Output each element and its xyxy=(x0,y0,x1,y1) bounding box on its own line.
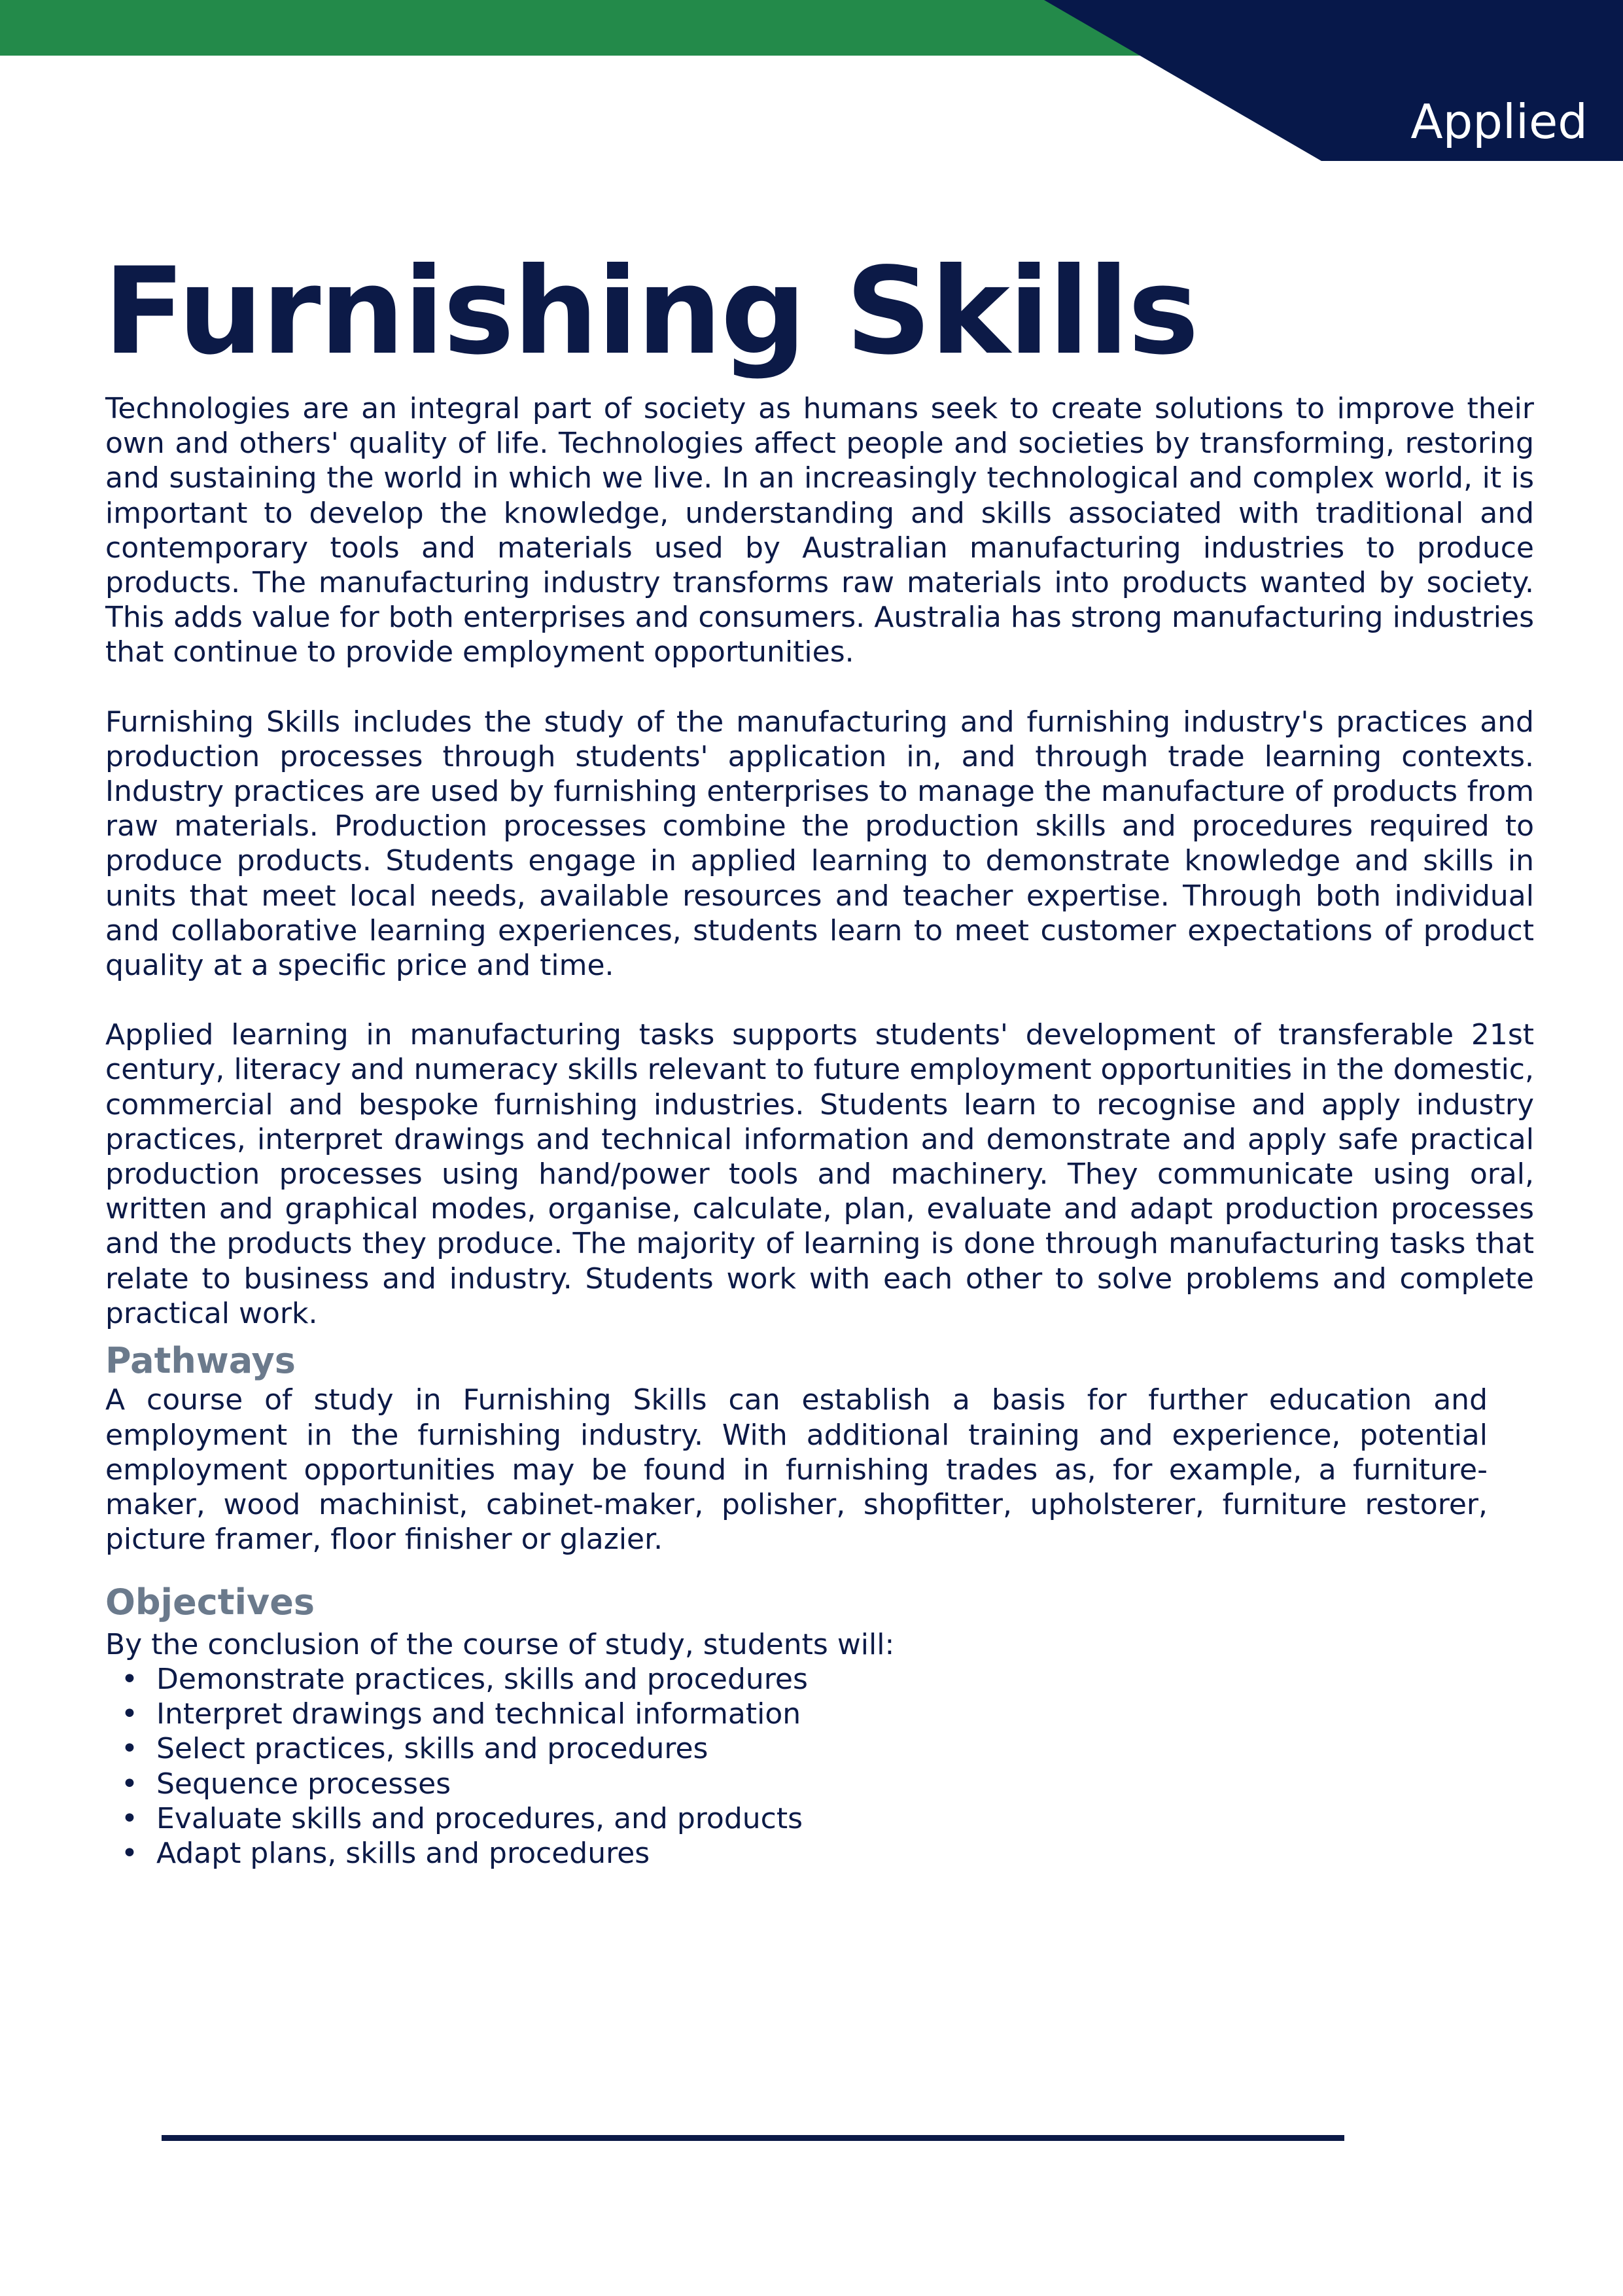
pathways-heading: Pathways xyxy=(105,1340,296,1382)
objective-text: Interpret drawings and technical information xyxy=(156,1697,801,1731)
bullet-icon: • xyxy=(121,1837,138,1871)
footer-rule xyxy=(162,2135,1344,2141)
intro-paragraph-1: Technologies are an integral part of society as humans seek to create solutions to improve their own and others' quality of life. Technologies affect people and societies by transforming, restoring and sustaining the world in which we live. In an increasingly technological and complex world, it is important to develop the knowledge, understanding and skills associated with traditional and contemporary tools and materials used by Australian manufacturing industries to produce products. The manufacturing industry transforms raw materials into products wanted by society. This adds value for both enterprises and consumers. Australia has strong manufacturing industries that continue to provide employment opportunities. xyxy=(105,392,1534,669)
objective-item xyxy=(105,1767,1534,1801)
bullet-icon: • xyxy=(121,1663,138,1697)
objective-item xyxy=(105,1836,1534,1871)
pathways-text: A course of study in Furnishing Skills can establish a basis for further education and employment in the furnishing industry. With additional training and experience, potential employment opportunities may be found in furnishing trades as, for example, a furniture-maker, wood machinist, cabinet-maker, polisher, shopfitter, upholsterer, furniture restorer, picture framer, floor finisher or glazier. xyxy=(105,1383,1488,1557)
objective-text: Select practices, skills and procedures xyxy=(156,1732,708,1766)
objective-item xyxy=(105,1697,1534,1731)
bullet-icon: • xyxy=(121,1801,138,1835)
objective-item xyxy=(105,1662,1534,1697)
objective-text: Sequence processes xyxy=(156,1767,451,1801)
objective-text: Demonstrate practices, skills and procedures xyxy=(156,1663,808,1697)
objective-item xyxy=(105,1801,1534,1836)
objective-text: Evaluate skills and procedures, and products xyxy=(156,1801,803,1835)
objectives-heading: Objectives xyxy=(105,1581,315,1623)
bullet-icon: • xyxy=(121,1697,138,1731)
green-band xyxy=(0,0,1142,56)
objective-item xyxy=(105,1731,1534,1766)
objective-text: Adapt plans, skills and procedures xyxy=(156,1837,650,1871)
page-title: Furnishing Skills xyxy=(103,242,1198,381)
category-label: Applied xyxy=(1410,94,1588,149)
main-content xyxy=(105,391,1534,1871)
intro-paragraph-2: Furnishing Skills includes the study of the manufacturing and furnishing industry's practices and production processes through students' application in, and through trade learning contexts. Industry practices are used by furnishing enterprises to manage the manufacture of products from raw materials. Production processes combine the production skills and procedures required to produce products. Students engage in applied learning to demonstrate knowledge and skills in units that meet local needs, available resources and teacher expertise. Through both individual and collaborative learning experiences, students learn to meet customer expectations of product quality at a specific price and time. xyxy=(105,705,1534,983)
header-banner xyxy=(0,0,1623,164)
intro-paragraph-3: Applied learning in manufacturing tasks supports students' development of transferable 21st century, literacy and numeracy skills relevant to future employment opportunities in the domestic, commercial and bespoke furnishing industries. Students learn to recognise and apply industry practices, interpret drawings and technical information and demonstrate and apply safe practical production processes using hand/power tools and machinery. They communicate using oral, written and graphical modes, organise, calculate, plan, evaluate and adapt production processes and the products they produce. The majority of learning is done through manufacturing tasks that relate to business and industry. Students work with each other to solve problems and complete practical work. xyxy=(105,1018,1534,1330)
bullet-icon: • xyxy=(121,1732,138,1766)
objectives-intro: By the conclusion of the course of study, students will: xyxy=(105,1627,895,1661)
objectives-list xyxy=(105,1662,1534,1871)
bullet-icon: • xyxy=(121,1767,138,1801)
